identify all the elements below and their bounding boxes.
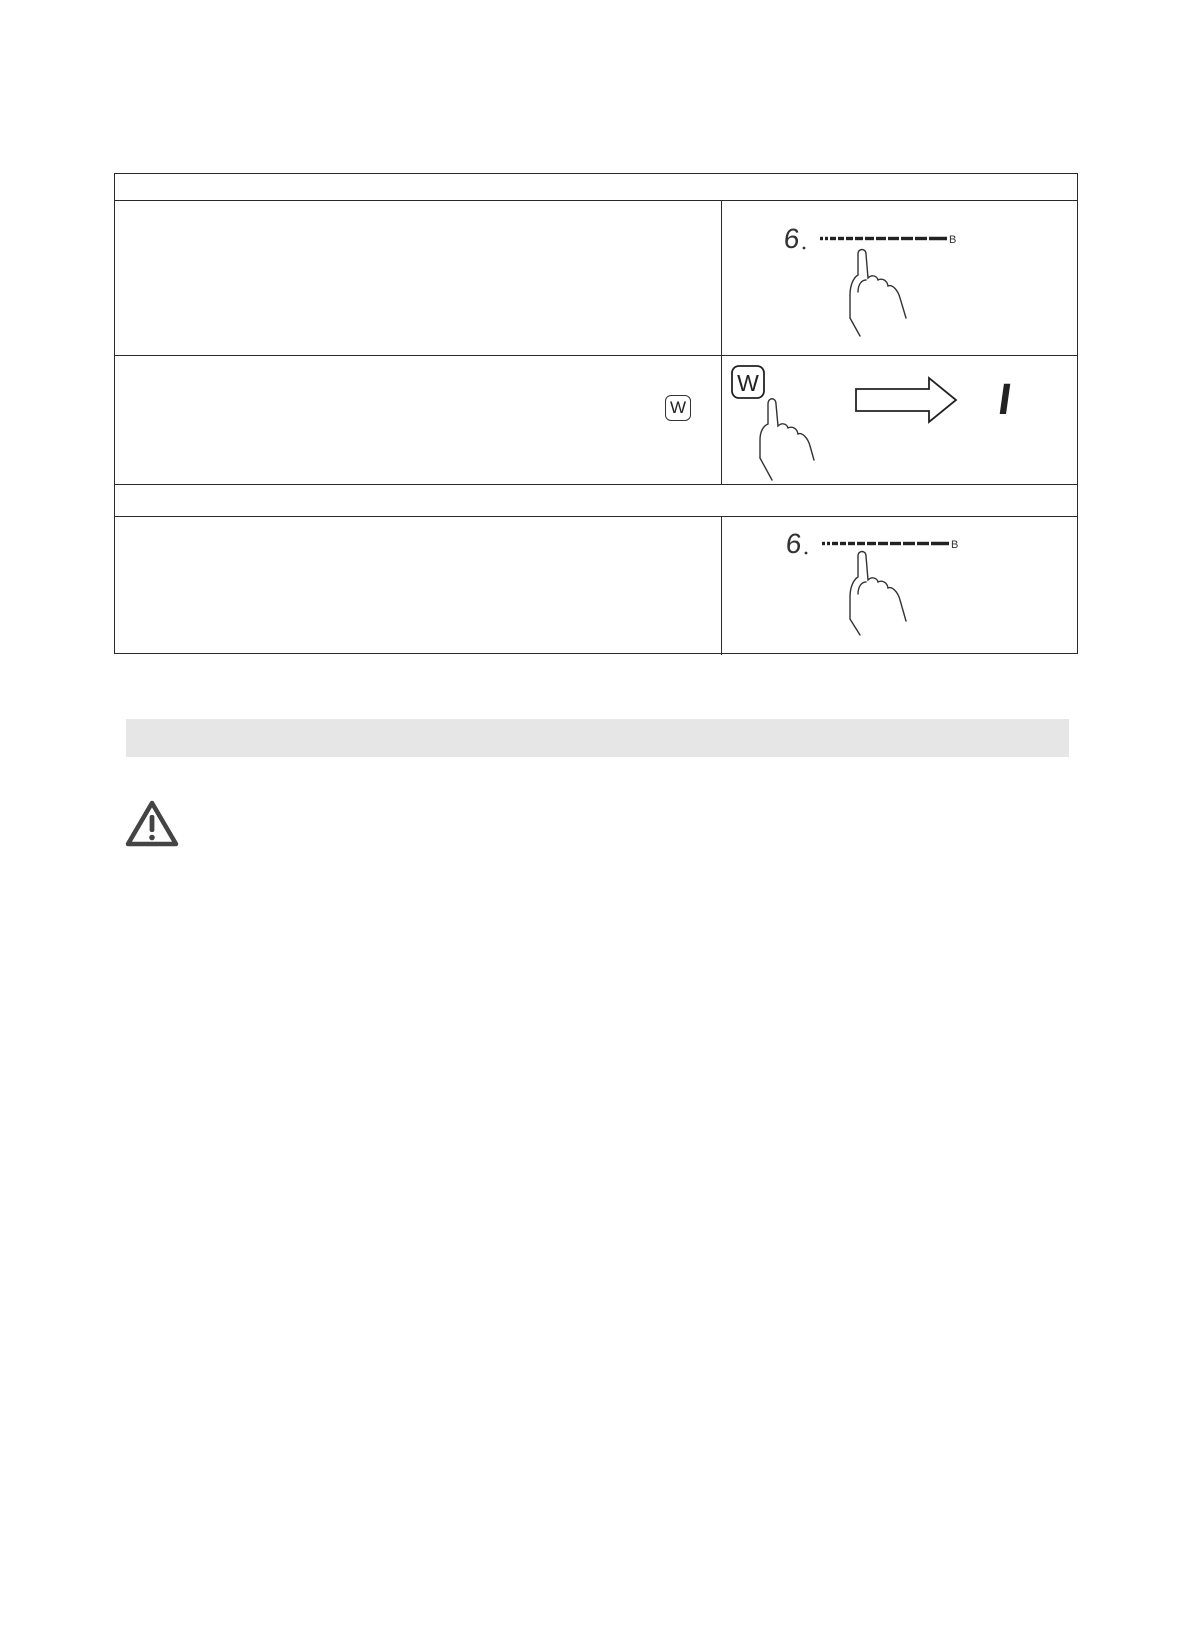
level-digit: 6 (782, 223, 802, 254)
level-digit: 6 (784, 528, 804, 559)
table-divider (115, 355, 1077, 356)
result-digit: I (995, 375, 1015, 424)
decimal-dot-icon (805, 552, 808, 555)
boost-figure (728, 362, 1058, 482)
boost-symbol: W (665, 395, 691, 421)
table-divider (115, 516, 1077, 517)
decimal-dot-icon (803, 247, 806, 250)
warning-triangle-icon (124, 799, 180, 849)
pointing-hand-icon (760, 399, 814, 480)
slider-figure-bottom (782, 525, 1012, 645)
boost-button-label: W (737, 370, 759, 396)
column-divider (721, 516, 722, 655)
pointing-hand-icon (850, 552, 906, 636)
slider-end-label: B (951, 539, 959, 551)
column-divider (721, 200, 722, 485)
section-header-bar (126, 719, 1069, 757)
slider-figure-top (780, 220, 1010, 340)
table-divider (115, 484, 1077, 485)
table-divider (115, 200, 1077, 201)
slider-end-label: B (949, 234, 957, 246)
pointing-hand-icon (850, 250, 906, 337)
right-arrow-icon (856, 378, 956, 422)
